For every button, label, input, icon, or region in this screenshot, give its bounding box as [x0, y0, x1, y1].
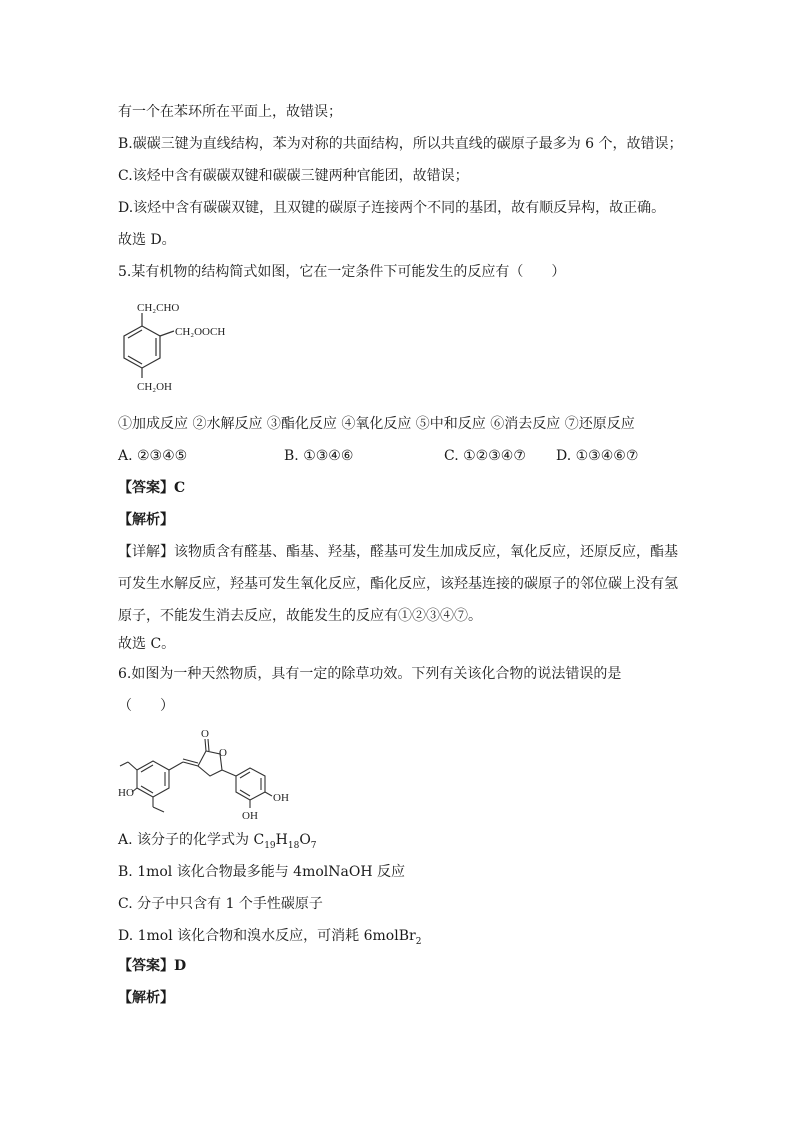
q6-option-a-prefix: A. 该分子的化学式为 C [118, 832, 265, 848]
q5-option-c: C. ①②③④⑦ [444, 448, 526, 464]
q5-option-d: D. ①③④⑥⑦ [556, 448, 639, 464]
aryl-bond [222, 770, 236, 776]
carbonyl-bond-1 [205, 739, 206, 751]
left-ring-double-3 [141, 786, 153, 793]
br2-subscript: 2 [415, 936, 422, 947]
double-bond-3 [128, 356, 142, 364]
q5-analysis-heading: 【解析】 [118, 512, 174, 528]
conclusion-line: 故选 D。 [118, 232, 176, 248]
q5-detail-line-1: 【详解】该物质含有醛基、酯基、羟基，醛基可发生加成反应，氧化反应，还原反应，酯基 [118, 544, 678, 560]
q5-option-b: B. ①③④⑥ [284, 448, 354, 464]
left-methoxy-bond-2 [120, 762, 128, 766]
q5-detail-line-2: 可发生水解反应，羟基可发生氧化反应，酯化反应，该羟基连接的碳原子的邻位碳上没有氢 [118, 576, 678, 592]
q5-conclusion: 故选 C。 [118, 636, 176, 652]
formula-c-count: 19 [264, 840, 276, 851]
left-ring-double-1 [141, 765, 153, 772]
text-line-option-c: C.该烃中含有碳碳双键和碳碳三键两种官能团，故错误； [118, 168, 469, 184]
formula-o: O [299, 832, 311, 848]
label-oh-right: OH [273, 792, 289, 804]
oh-right-bond [265, 792, 272, 796]
text-line-option-d: D.该烃中含有碳碳双键，且双键的碳原子连接两个不同的基团，故有顺反异构，故正确。 [118, 200, 666, 216]
vinyl-bond [169, 762, 183, 770]
q6-option-c: C. 分子中只含有 1 个手性碳原子 [118, 896, 323, 912]
double-bond-1 [128, 330, 142, 338]
carbonyl-bond-2 [208, 739, 209, 751]
label-ch2oh: CH₂OH [137, 381, 173, 393]
question-5-reactions: ①加成反应 ②水解反应 ③酯化反应 ④氧化反应 ⑤中和反应 ⑥消去反应 ⑦还原反应 [118, 416, 635, 432]
label-ring-o: O [219, 747, 227, 759]
formula-o-count: 7 [310, 840, 317, 851]
question-6-structure [118, 726, 308, 826]
bond-right [160, 331, 174, 336]
q5-detail-line-3: 原子，不能发生消去反应，故能发生的反应有①②③④⑦。 [118, 608, 482, 624]
bottom-methoxy-bond-2 [153, 807, 164, 812]
label-oh-bottom: OH [242, 810, 258, 822]
q6-analysis-heading: 【解析】 [118, 990, 174, 1006]
label-ch2cho: CH₂CHO [137, 302, 180, 314]
formula-h: H [275, 832, 288, 848]
left-methoxy-bond-1 [128, 762, 137, 770]
formula-h-count: 18 [287, 840, 300, 851]
q6-answer: 【答案】D [118, 958, 187, 974]
left-ring [137, 761, 169, 797]
q6-option-d-prefix: D. 1mol 该化合物和溴水反应，可消耗 6molBr [118, 928, 416, 944]
q6-option-b: B. 1mol 该化合物最多能与 4molNaOH 反应 [118, 864, 405, 880]
question-6-stem-line-1: 6.如图为一种天然物质，具有一定的除草功效。下列有关该化合物的说法错误的是 [118, 666, 622, 682]
label-carbonyl-o: O [201, 728, 209, 740]
benzene-ring [124, 326, 160, 368]
q5-option-a: A. ②③④⑤ [118, 448, 188, 464]
question-5-structure [112, 296, 252, 401]
text-line-option-b: B.碳碳三键为直线结构，苯为对称的共面结构，所以共直线的碳原子最多为 6 个，故错误； [118, 136, 683, 152]
question-5-stem: 5.某有机物的结构简式如图，它在一定条件下可能发生的反应有（ ） [118, 264, 566, 280]
q6-option-d [118, 926, 421, 952]
question-6-stem-line-2: （ ） [118, 698, 174, 714]
q6-option-a [118, 830, 317, 856]
label-ho-left: HO [118, 787, 134, 799]
text-line-1: 有一个在苯环所在平面上，故错误； [118, 104, 342, 120]
label-ch2ooch: CH₂OOCH [175, 326, 226, 338]
q5-answer: 【答案】C [118, 480, 186, 496]
